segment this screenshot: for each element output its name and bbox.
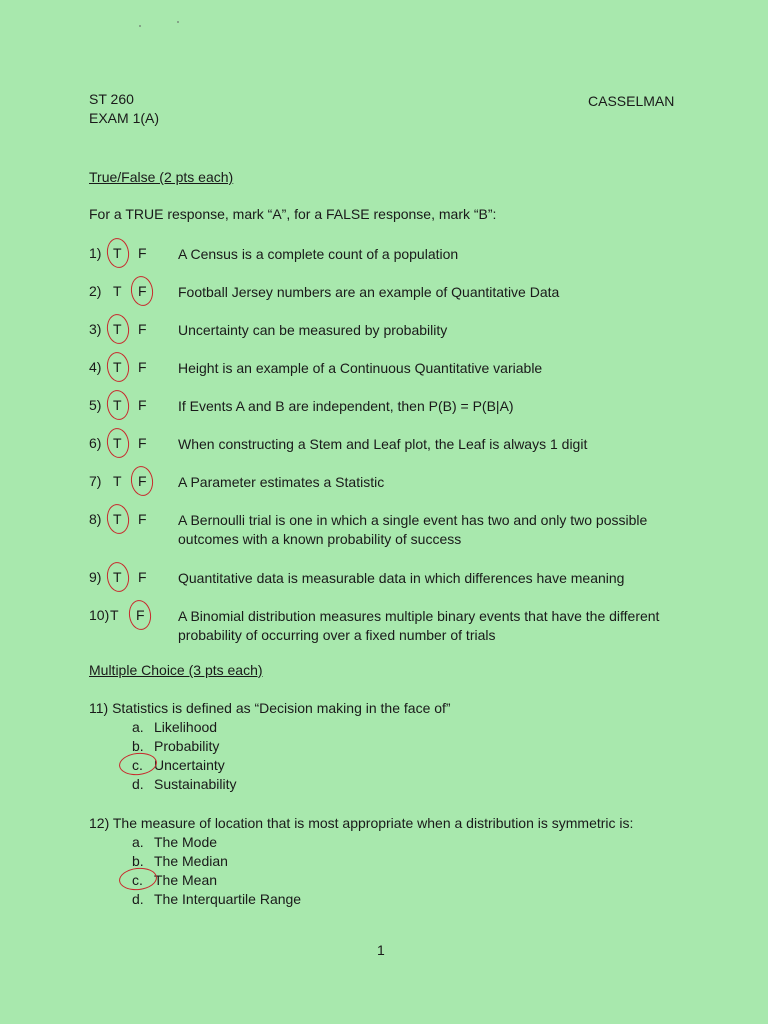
tf-question-text: If Events A and B are independent, then P(B) = P(B|A) xyxy=(178,398,514,414)
mc-option-letter: b. xyxy=(132,738,144,754)
course-code: ST 260 xyxy=(89,91,134,107)
tf-question-number: 2) xyxy=(89,283,102,299)
tf-question-number: 5) xyxy=(89,397,102,413)
tf-question-text: A Parameter estimates a Statistic xyxy=(178,474,385,490)
mc-option[interactable] xyxy=(132,853,228,869)
answer-circle-mark xyxy=(105,503,131,536)
scan-speck xyxy=(177,21,179,23)
tf-question-text: A Census is a complete count of a population xyxy=(178,246,459,262)
tf-option-false[interactable]: F xyxy=(138,511,147,527)
mc-option[interactable] xyxy=(132,891,301,907)
tf-option-true[interactable]: T xyxy=(113,321,122,337)
mc-option-text: The Mean xyxy=(154,872,218,888)
tf-option-true[interactable]: T xyxy=(113,473,122,489)
tf-question-text: Football Jersey numbers are an example of Quantitative Data xyxy=(178,284,560,300)
tf-option-false[interactable]: F xyxy=(138,397,147,413)
mc-question-text: Statistics is defined as “Decision making in the face of” xyxy=(112,700,451,716)
answer-circle-mark xyxy=(127,599,153,632)
mc-option-letter: b. xyxy=(132,853,144,869)
tf-option-false[interactable]: F xyxy=(138,473,147,489)
mc-section-title: Multiple Choice (3 pts each) xyxy=(89,662,263,678)
scan-speck xyxy=(139,25,141,27)
mc-option-text: The Median xyxy=(154,853,228,869)
tf-question-text: Height is an example of a Continuous Quantitative variable xyxy=(178,360,543,376)
mc-option-text: Uncertainty xyxy=(154,757,225,773)
tf-option-true[interactable]: T xyxy=(113,511,122,527)
tf-option-false[interactable]: F xyxy=(136,607,145,623)
mc-question-number: 12) xyxy=(89,815,110,831)
tf-question-text: A Binomial distribution measures multiple binary events that have the different probability of occurring over a fixed number of trials xyxy=(178,608,660,643)
tf-question-number: 4) xyxy=(89,359,102,375)
mc-option[interactable] xyxy=(132,834,217,850)
tf-option-true[interactable]: T xyxy=(113,245,122,261)
tf-question-number: 6) xyxy=(89,435,102,451)
mc-option[interactable] xyxy=(132,776,237,792)
tf-question-number: 9) xyxy=(89,569,102,585)
mc-option-text: The Mode xyxy=(154,834,218,850)
answer-circle-mark xyxy=(105,389,131,422)
tf-option-true[interactable]: T xyxy=(110,607,119,623)
tf-instructions: For a TRUE response, mark “A”, for a FALSE response, mark “B”: xyxy=(89,206,497,222)
mc-option-letter: c. xyxy=(132,872,143,888)
answer-circle-mark xyxy=(105,427,131,460)
mc-question-text: The measure of location that is most appropriate when a distribution is symmetric is: xyxy=(112,815,634,831)
tf-option-false[interactable]: F xyxy=(138,569,147,585)
tf-option-true[interactable]: T xyxy=(113,397,122,413)
mc-option-text: Likelihood xyxy=(154,719,218,735)
tf-option-false[interactable]: F xyxy=(138,435,147,451)
mc-option-text: The Interquartile Range xyxy=(154,891,302,907)
mc-option-text: Probability xyxy=(154,738,220,754)
mc-option-letter: a. xyxy=(132,719,144,735)
mc-question xyxy=(89,700,451,716)
mc-option-letter: a. xyxy=(132,834,144,850)
tf-question-text: When constructing a Stem and Leaf plot, the Leaf is always 1 digit xyxy=(178,436,588,452)
answer-circle-mark xyxy=(118,751,158,777)
mc-option-letter: c. xyxy=(132,757,143,773)
instructor-name: CASSELMAN xyxy=(588,93,675,109)
tf-option-true[interactable]: T xyxy=(113,435,122,451)
answer-circle-mark xyxy=(105,351,131,384)
tf-question-number: 7) xyxy=(89,473,102,489)
tf-question-number: 3) xyxy=(89,321,102,337)
tf-question-text: A Bernoulli trial is one in which a single event has two and only two possible outcomes with a known probability of success xyxy=(178,512,648,547)
answer-circle-mark xyxy=(129,465,155,498)
tf-section-title: True/False (2 pts each) xyxy=(89,169,234,185)
tf-option-false[interactable]: F xyxy=(138,245,147,261)
mc-option-letter: d. xyxy=(132,776,144,792)
tf-question-text: Uncertainty can be measured by probability xyxy=(178,322,448,338)
tf-question-number: 8) xyxy=(89,511,102,527)
tf-option-false[interactable]: F xyxy=(138,359,147,375)
mc-question xyxy=(89,815,633,831)
tf-question-number: 10) xyxy=(89,607,110,623)
mc-question-number: 11) xyxy=(89,700,109,716)
tf-question-number: 1) xyxy=(89,245,102,261)
mc-option[interactable] xyxy=(132,719,217,735)
answer-circle-mark xyxy=(105,561,131,594)
tf-option-true[interactable]: T xyxy=(113,359,122,375)
answer-circle-mark xyxy=(105,237,131,270)
mc-option[interactable] xyxy=(132,738,219,754)
tf-option-true[interactable]: T xyxy=(113,569,122,585)
mc-option-letter: d. xyxy=(132,891,144,907)
tf-option-false[interactable]: F xyxy=(138,283,147,299)
answer-circle-mark xyxy=(129,275,155,308)
page-number: 1 xyxy=(377,942,385,958)
tf-option-true[interactable]: T xyxy=(113,283,122,299)
answer-circle-mark xyxy=(105,313,131,346)
mc-option-text: Sustainability xyxy=(154,776,237,792)
tf-option-false[interactable]: F xyxy=(138,321,147,337)
answer-circle-mark xyxy=(118,866,158,892)
exam-title: EXAM 1(A) xyxy=(89,110,160,126)
tf-question-text: Quantitative data is measurable data in which differences have meaning xyxy=(178,570,625,586)
